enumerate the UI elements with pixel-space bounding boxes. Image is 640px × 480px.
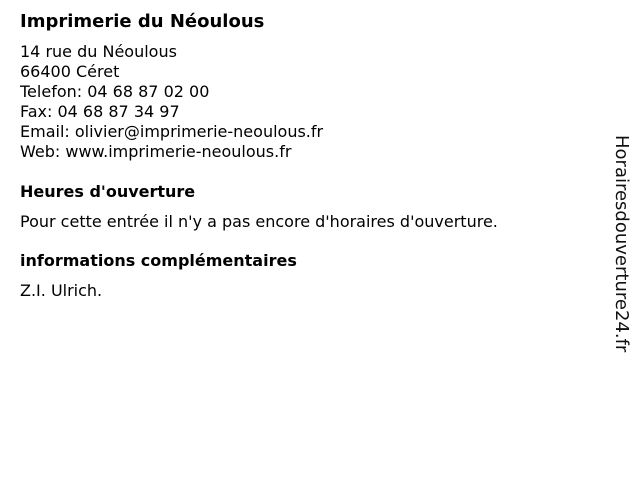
fax-number: Fax: 04 68 87 34 97: [20, 102, 180, 121]
opening-hours-text: Pour cette entrée il n'y a pas encore d'horaires d'ouverture.: [20, 212, 498, 231]
postal-city: 66400 Céret: [20, 62, 120, 81]
street-address: 14 rue du Néoulous: [20, 42, 177, 61]
phone-number: Telefon: 04 68 87 02 00: [20, 82, 210, 101]
opening-hours-heading: Heures d'ouverture: [20, 182, 196, 201]
business-name: Imprimerie du Néoulous: [20, 11, 265, 32]
website: Web: www.imprimerie-neoulous.fr: [20, 142, 292, 161]
additional-info-heading: informations complémentaires: [20, 251, 297, 270]
additional-info-text: Z.I. Ulrich.: [20, 281, 103, 300]
email-address: Email: olivier@imprimerie-neoulous.fr: [20, 122, 324, 141]
business-card: [20, 9, 600, 301]
address-block: [20, 42, 600, 162]
site-watermark: Horairesdouverture24.fr: [611, 135, 632, 353]
